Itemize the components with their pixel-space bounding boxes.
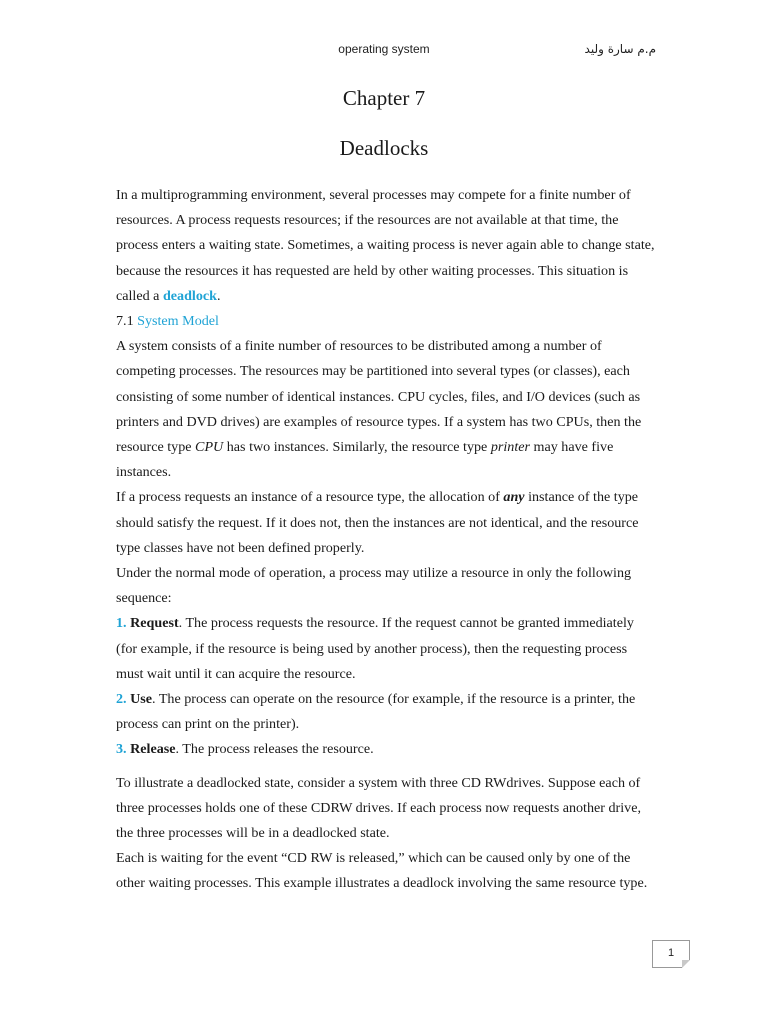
step-number: 2. <box>116 691 127 708</box>
step-term: Release <box>130 741 176 758</box>
step-term: Request <box>130 615 179 632</box>
sequence-paragraph: Under the normal mode of operation, a process may utilize a resource in only the following sequence: <box>116 565 632 607</box>
page-number-box <box>652 940 690 968</box>
waiting-paragraph: Each is waiting for the event “CD RW is released,” which can be caused only by one of the other waiting processes. This example illustrates a deadlock involving the same resource type. <box>116 850 648 892</box>
page-fold-corner <box>682 960 690 968</box>
deadlock-keyword: deadlock <box>162 287 217 304</box>
page-title: Deadlocks <box>339 136 429 160</box>
section-title: System Model <box>137 313 219 330</box>
intro-text: In a multiprogramming environment, several processes may compete for a finite number of resources. A process requests resources; if the resources are not available at that time, the process enters a waiting state. Sometimes, a waiting process is never again able to change state, because the resources it has requested are held by other waiting processes. This situation is called a <box>116 187 655 304</box>
resources-paragraph <box>116 334 656 485</box>
paragraph-gap <box>116 763 656 771</box>
para1-text-c: may have five instances. <box>116 439 614 481</box>
cpu-term: CPU <box>195 439 224 456</box>
document-body <box>116 183 656 897</box>
intro-paragraph <box>116 183 656 309</box>
section-heading <box>116 309 656 334</box>
any-term: any <box>503 489 525 506</box>
page-number: 1 <box>667 947 675 959</box>
step-term: Use <box>130 691 153 708</box>
printer-term: printer <box>490 439 530 456</box>
step-text: . The process can operate on the resource (for example, if the resource is a printer, the process can print on the printer). <box>116 691 636 733</box>
step-text: . The process requests the resource. If the request cannot be granted immediately (for example, if the resource is being used by another process), then the requesting process must wait until it can acquire the resource. <box>116 615 634 682</box>
para1-text-a: A system consists of a finite number of resources to be distributed among a number of competing processes. The resources may be partitioned into several types (or classes), each consisting of some number of identical instances. CPU cycles, files, and I/O devices (such as printers and DVD drives) are examples of resource types. If a system has two CPUs, then the resource type <box>116 338 642 456</box>
section-number: 7.1 <box>116 313 138 330</box>
header-author: م.م سارة وليد <box>584 42 656 56</box>
allocation-paragraph <box>116 485 656 561</box>
para1-text-b: has two instances. Similarly, the resource type <box>223 439 491 456</box>
illustration-paragraph: To illustrate a deadlocked state, consider a system with three CD RWdrives. Suppose each of three processes holds one of these CDRW drives. If each process now requests another drive, the three processes will be in a deadlocked state. <box>116 774 641 842</box>
step-request <box>116 611 656 687</box>
chapter-heading: Chapter 7 <box>342 86 426 110</box>
para2-text-a: If a process requests an instance of a resource type, the allocation of <box>116 489 504 506</box>
step-use <box>116 687 656 737</box>
step-text: . The process releases the resource. <box>175 741 374 758</box>
para2-text-b: instance of the type should satisfy the request. If it does not, then the instances are not identical, and the resource type classes have not been defined properly. <box>116 489 639 556</box>
step-release <box>116 737 656 762</box>
header-title: operating system <box>338 42 430 56</box>
intro-end: . <box>217 287 221 304</box>
step-number: 3. <box>116 741 127 758</box>
step-number: 1. <box>116 615 127 632</box>
